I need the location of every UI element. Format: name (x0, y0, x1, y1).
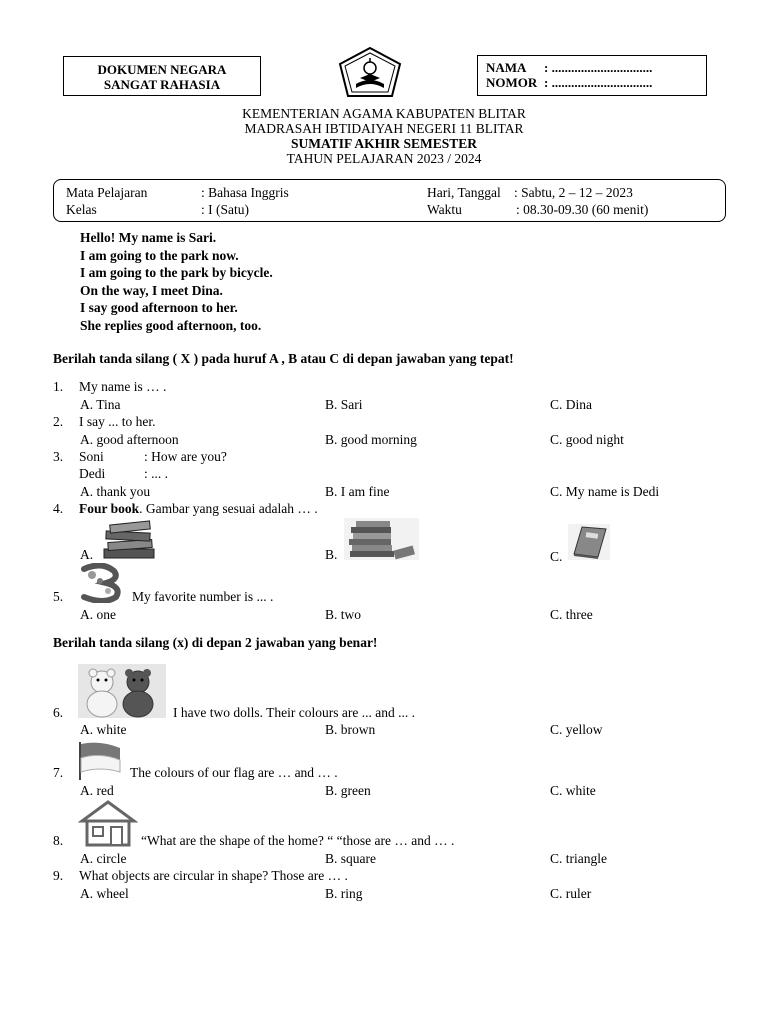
time-label: Waktu (427, 202, 462, 217)
question-number: 1. (53, 379, 64, 394)
classification-box (63, 56, 261, 96)
name-row[interactable] (486, 60, 706, 75)
q4-bold-text: Four book (79, 501, 140, 516)
number-field[interactable]: : ............................... (544, 75, 653, 90)
many-books-icon (344, 518, 419, 560)
q3-option-c[interactable]: C. My name is Dedi (550, 484, 660, 499)
story-line: Hello! My name is Sari. (80, 230, 217, 245)
q2-option-a[interactable]: A. good afternoon (80, 432, 179, 447)
q8-number: 8. (53, 833, 64, 848)
q7-number: 7. (53, 765, 64, 780)
q1-option-a[interactable]: A. Tina (80, 397, 121, 412)
q9-number: 9. (53, 868, 64, 883)
q3-line-1: : How are you? (144, 449, 227, 464)
student-identity-box (477, 55, 707, 96)
q4-option-a[interactable]: A. (80, 547, 94, 562)
single-book-icon (568, 524, 610, 560)
teddy-bears-icon (78, 664, 166, 718)
story-line: She replies good afternoon, too. (80, 317, 262, 333)
q3-speaker-2: Dedi (79, 466, 106, 481)
q2-option-b[interactable]: B. good morning (325, 432, 417, 447)
subject-value: : Bahasa Inggris (201, 185, 289, 200)
q6-number: 6. (53, 705, 64, 720)
q5-option-a[interactable]: A. one (80, 607, 116, 622)
story-line: I say good afternoon to her. (80, 300, 238, 315)
academic-year: TAHUN PELAJARAN 2023 / 2024 (286, 151, 482, 166)
date-label: Hari, Tanggal (427, 185, 501, 200)
q6-text: I have two dolls. Their colours are ... and ... . (173, 705, 415, 720)
q7-text: The colours of our flag are … and … . (130, 765, 338, 780)
q5-option-c[interactable]: C. three (550, 607, 593, 622)
name-label: NAMA (486, 60, 527, 75)
q3-option-a[interactable]: A. thank you (80, 484, 151, 499)
q8-option-a[interactable]: A. circle (80, 851, 127, 866)
q7-option-a[interactable]: A. red (80, 783, 114, 798)
class-value: : I (Satu) (201, 202, 249, 217)
q2-option-c[interactable]: C. good night (550, 432, 624, 447)
exam-info-box (53, 179, 726, 222)
q8-text: “What are the shape of the home? “ “those are … and … . (141, 833, 455, 848)
q9-option-a[interactable]: A. wheel (80, 886, 129, 901)
story-line: I am going to the park now. (80, 247, 239, 263)
q6-option-a[interactable]: A. white (80, 722, 127, 737)
question-text: My name is … . (79, 379, 167, 394)
q4-option-c[interactable]: C. (550, 549, 563, 564)
flag-icon (76, 740, 124, 780)
q3-speaker-1: Soni (79, 449, 104, 464)
q2-number: 2. (53, 414, 64, 429)
q4-text (79, 501, 318, 517)
number-row[interactable] (486, 75, 706, 90)
section-1-instruction: Berilah tanda silang ( X ) pada huruf A , B atau C di depan jawaban yang tepat! (53, 351, 514, 366)
q2-text: I say ... to her. (79, 414, 156, 429)
date-value: : Sabtu, 2 – 12 – 2023 (514, 185, 633, 200)
q3-number: 3. (53, 449, 64, 464)
name-field[interactable]: : ............................... (544, 60, 653, 75)
q8-option-b[interactable]: B. square (325, 851, 376, 866)
exam-title: SUMATIF AKHIR SEMESTER (290, 136, 478, 151)
story-line: On the way, I meet Dina. (80, 282, 223, 298)
q5-text: My favorite number is ... . (132, 589, 274, 604)
q4-option-b[interactable]: B. (325, 547, 338, 562)
q5-option-b[interactable]: B. two (325, 607, 362, 622)
q5-number: 5. (53, 589, 64, 604)
story-line: I am going to the park by bicycle. (80, 265, 273, 280)
q3-option-b[interactable]: B. I am fine (325, 484, 390, 499)
time-value: : 08.30-09.30 (60 menit) (516, 202, 649, 217)
q7-option-c[interactable]: C. white (550, 783, 596, 798)
classification-line-1: DOKUMEN NEGARA (97, 62, 227, 77)
q7-option-b[interactable]: B. green (325, 783, 371, 798)
classification-line-2: SANGAT RAHASIA (103, 77, 221, 92)
q4-text-rest: . Gambar yang sesuai adalah … . (139, 501, 318, 516)
number-three-icon (78, 563, 124, 603)
q9-option-c[interactable]: C. ruler (550, 886, 592, 901)
q1-option-b[interactable]: B. Sari (325, 397, 363, 412)
q4-number: 4. (53, 501, 64, 516)
q9-option-b[interactable]: B. ring (325, 886, 363, 901)
class-label: Kelas (66, 202, 97, 217)
q6-option-b[interactable]: B. brown (325, 722, 376, 737)
school-line: MADRASAH IBTIDAIYAH NEGERI 11 BLITAR (244, 121, 524, 136)
reading-passage (80, 229, 273, 334)
q3-line-2: : ... . (144, 466, 169, 481)
q6-option-c[interactable]: C. yellow (550, 722, 603, 737)
q9-text: What objects are circular in shape? Those are … . (79, 868, 348, 883)
q1-option-c[interactable]: C. Dina (550, 397, 592, 412)
number-label: NOMOR (486, 75, 538, 90)
house-icon (78, 799, 138, 847)
section-2-instruction: Berilah tanda silang (x) di depan 2 jawaban yang benar! (53, 635, 378, 650)
kemenag-logo-icon (336, 46, 404, 100)
subject-label: Mata Pelajaran (66, 185, 148, 200)
book-stack-icon (100, 519, 158, 561)
ministry-line: KEMENTERIAN AGAMA KABUPATEN BLITAR (242, 106, 526, 121)
q8-option-c[interactable]: C. triangle (550, 851, 607, 866)
